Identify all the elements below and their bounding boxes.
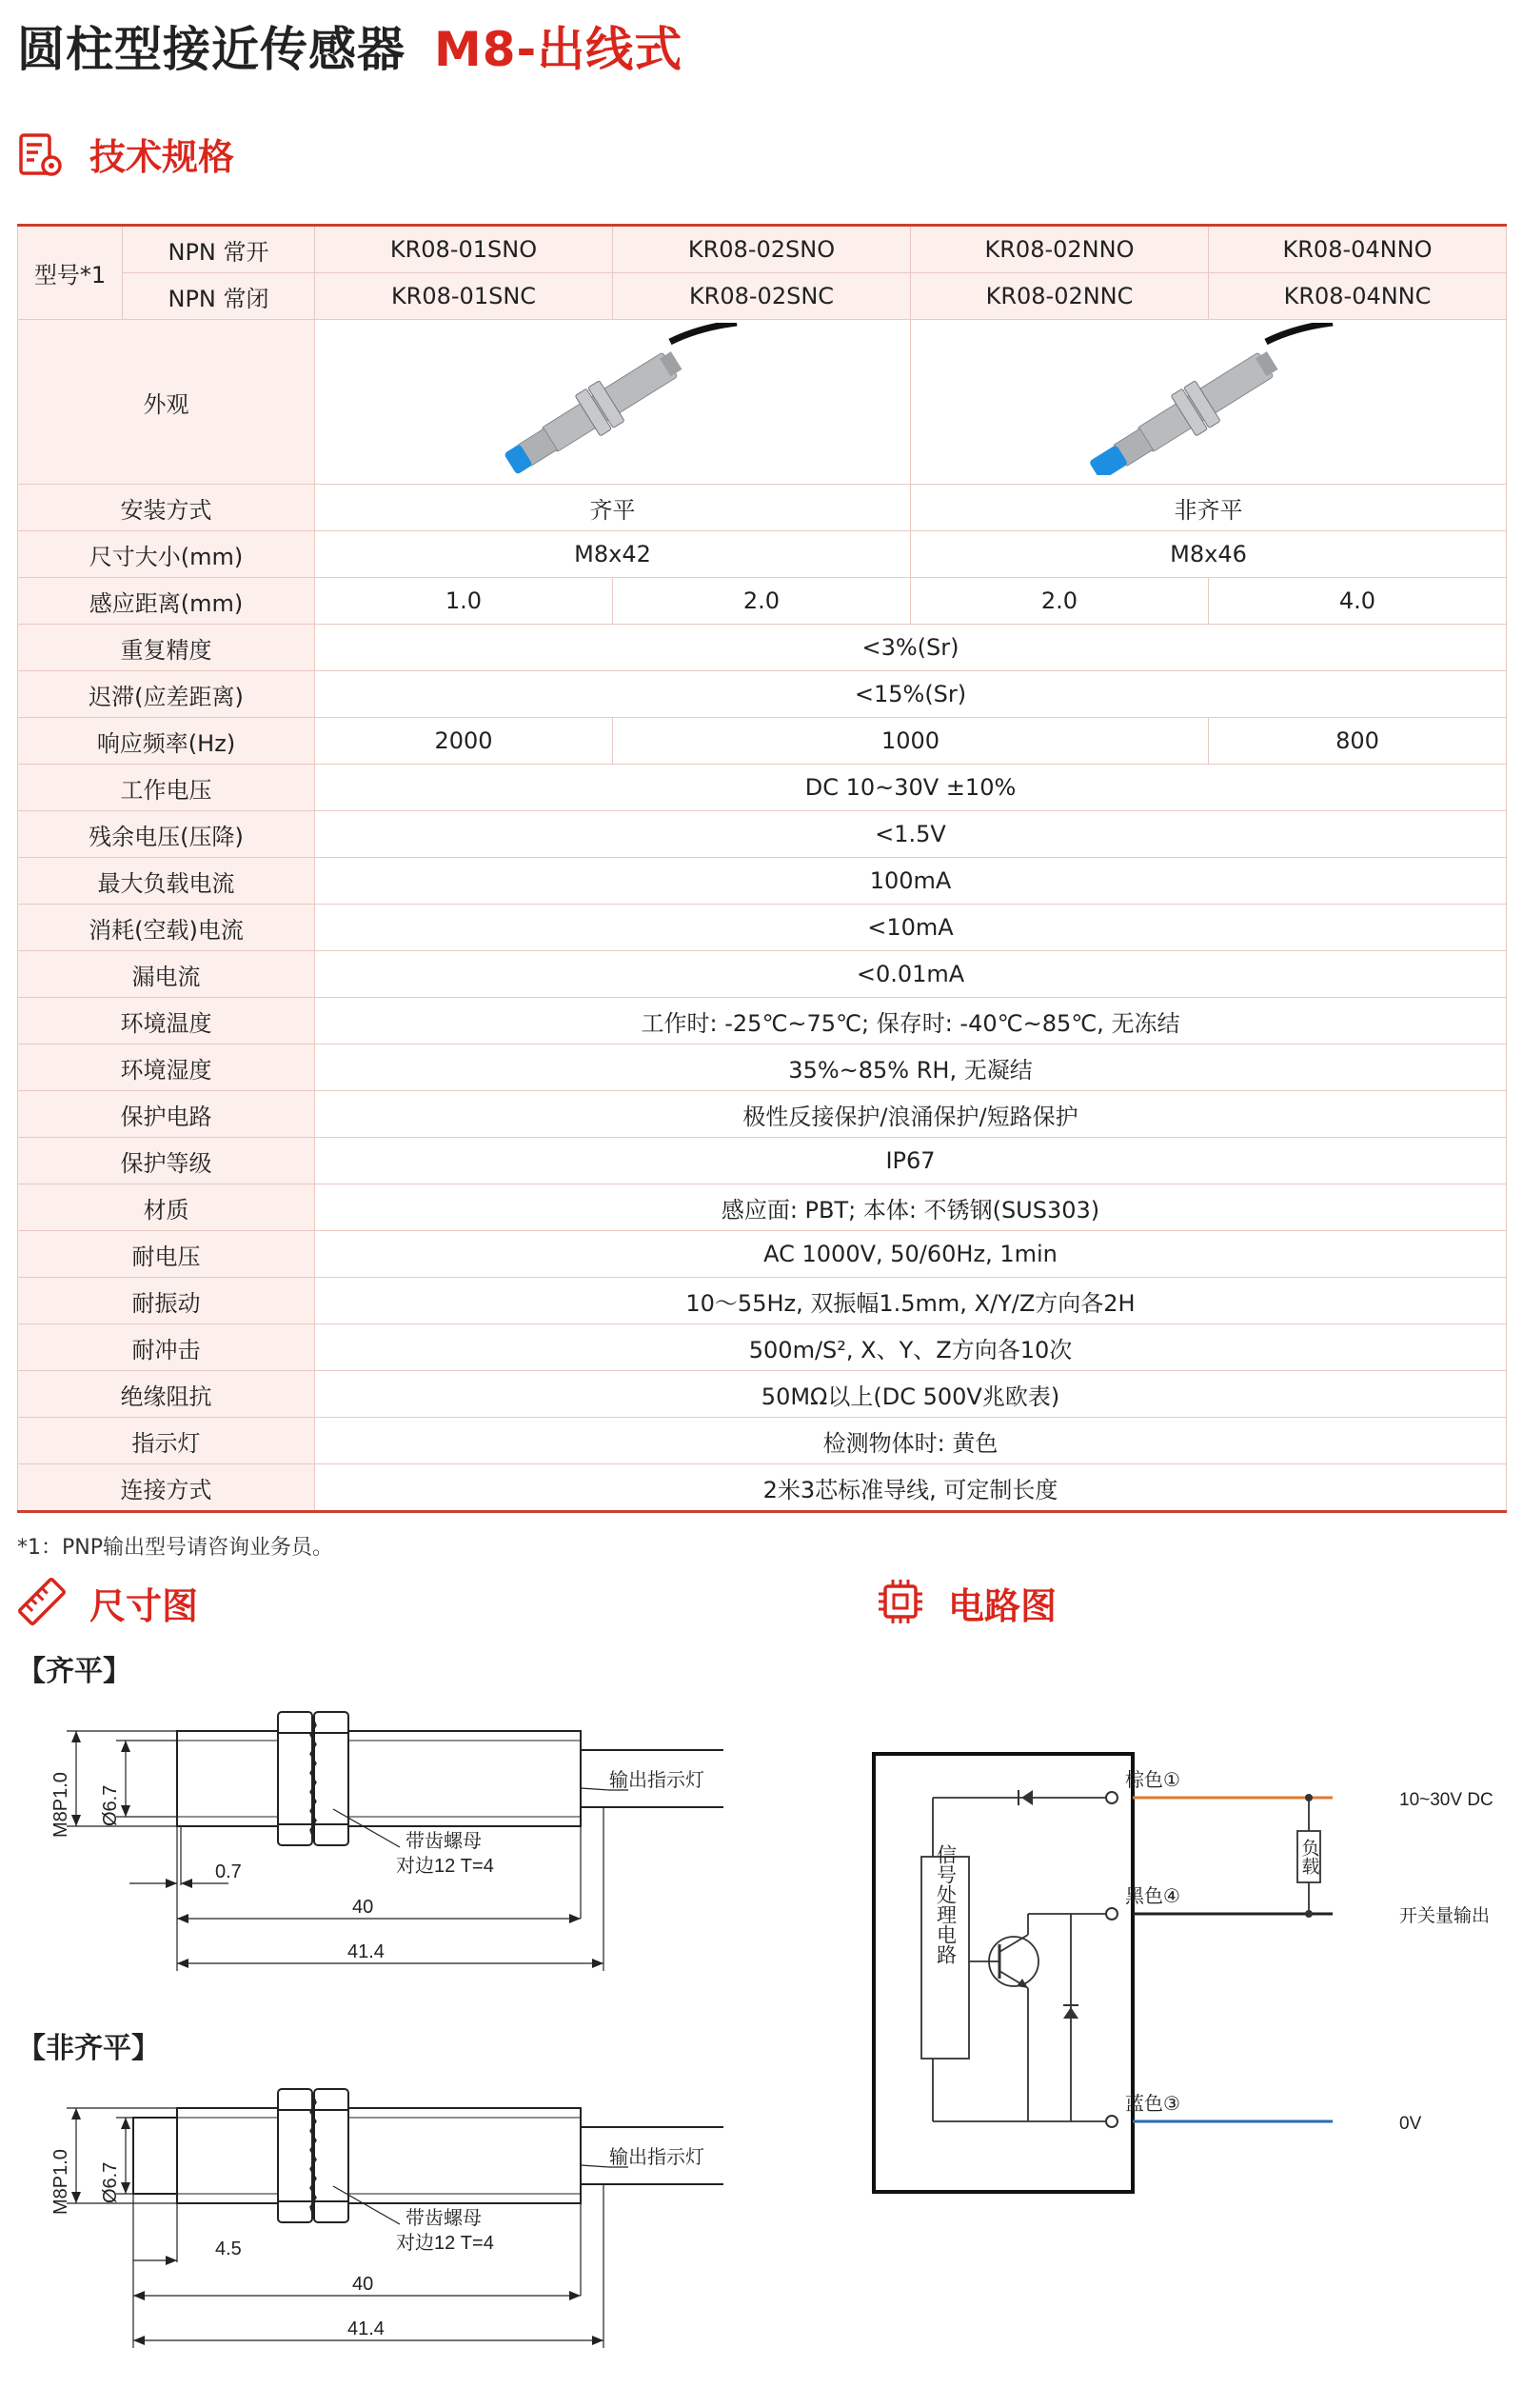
table-row — [18, 1091, 1507, 1138]
model-cell: KR08-02NNC — [911, 273, 1209, 320]
appearance-label: 外观 — [18, 320, 315, 485]
table-row — [18, 765, 1507, 811]
ruler-icon — [17, 1577, 67, 1626]
dim-thread: M8P1.0 — [50, 1772, 71, 1838]
load-label: 负载 — [1298, 1839, 1319, 1875]
spec-label: 感应距离(mm) — [18, 578, 315, 625]
signal-block-label: 信号处理电路 — [934, 1844, 957, 1964]
spec-label: 耐振动 — [18, 1278, 315, 1324]
spec-value: 500m/S², X、Y、Z方向各10次 — [315, 1324, 1507, 1371]
spec-label: 指示灯 — [18, 1418, 315, 1464]
chip-icon — [876, 1577, 925, 1626]
spec-label: 保护等级 — [18, 1138, 315, 1184]
dim-diameter: Ø6.7 — [100, 2161, 121, 2203]
table-row — [18, 998, 1507, 1045]
table-row — [18, 1464, 1507, 1512]
spec-label: 消耗(空载)电流 — [18, 905, 315, 951]
spec-label: 环境湿度 — [18, 1045, 315, 1091]
spec-value: M8x46 — [911, 531, 1507, 578]
dim-length-total: 41.4 — [347, 2318, 385, 2339]
table-row — [18, 1184, 1507, 1231]
table-row — [18, 485, 1507, 531]
table-row — [18, 578, 1507, 625]
spec-value: 35%~85% RH, 无凝结 — [315, 1045, 1507, 1091]
table-row — [18, 951, 1507, 998]
spec-label: 工作电压 — [18, 765, 315, 811]
table-row — [18, 1371, 1507, 1418]
table-row — [18, 671, 1507, 718]
spec-label: 迟滞(应差距离) — [18, 671, 315, 718]
spec-value: 2米3芯标准导线, 可定制长度 — [315, 1464, 1507, 1512]
spec-label: 环境温度 — [18, 998, 315, 1045]
model-cell: KR08-04NNC — [1209, 273, 1507, 320]
table-row — [18, 1278, 1507, 1324]
table-row — [18, 625, 1507, 671]
nut-label: 带齿螺母 — [405, 2208, 482, 2229]
spec-value: 感应面: PBT; 本体: 不锈钢(SUS303) — [315, 1184, 1507, 1231]
spec-label: 材质 — [18, 1184, 315, 1231]
spec-value: <10mA — [315, 905, 1507, 951]
dim-thread: M8P1.0 — [50, 2149, 71, 2215]
table-row — [18, 531, 1507, 578]
supply-label: 10~30V DC — [1399, 1790, 1493, 1810]
flush-label: 【齐平】 — [17, 1655, 131, 1688]
spec-label: 残余电压(压降) — [18, 811, 315, 858]
page-title — [17, 11, 682, 80]
table-row — [18, 905, 1507, 951]
spec-value: 10～55Hz, 双振幅1.5mm, X/Y/Z方向各2H — [315, 1278, 1507, 1324]
spec-label: 尺寸大小(mm) — [18, 531, 315, 578]
table-row — [18, 273, 1507, 320]
dim-length-total: 41.4 — [347, 1941, 385, 1962]
spec-label: 漏电流 — [18, 951, 315, 998]
table-row — [18, 811, 1507, 858]
dim-offset: 0.7 — [215, 1861, 242, 1882]
section-circuit-title: 电路图 — [948, 1585, 1058, 1627]
spec-value: AC 1000V, 50/60Hz, 1min — [315, 1231, 1507, 1278]
blue-label: 蓝色③ — [1125, 2094, 1180, 2115]
spec-label: 保护电路 — [18, 1091, 315, 1138]
table-row — [18, 1045, 1507, 1091]
spec-value: 检测物体时: 黄色 — [315, 1418, 1507, 1464]
product-image-nonflush — [911, 320, 1507, 485]
spec-value: 工作时: -25℃~75℃; 保存时: -40℃~85℃, 无冻结 — [315, 998, 1507, 1045]
spec-value: DC 10~30V ±10% — [315, 765, 1507, 811]
table-row — [18, 226, 1507, 273]
led-label: 输出指示灯 — [609, 1770, 704, 1791]
zero-label: 0V — [1399, 2114, 1422, 2134]
spec-value: 齐平 — [315, 485, 911, 531]
nut-size-label: 对边12 T=4 — [396, 1856, 494, 1877]
spec-value: 2000 — [315, 718, 613, 765]
circuit-diagram — [866, 1733, 1523, 2228]
spec-value: <0.01mA — [315, 951, 1507, 998]
spec-label: 安装方式 — [18, 485, 315, 531]
sensor-nonflush-image — [1066, 323, 1352, 475]
nut-label: 带齿螺母 — [405, 1831, 482, 1852]
spec-label: 耐电压 — [18, 1231, 315, 1278]
spec-value: M8x42 — [315, 531, 911, 578]
spec-table — [17, 224, 1507, 1513]
spec-icon — [17, 131, 67, 181]
table-row — [18, 320, 1507, 485]
spec-value: 2.0 — [911, 578, 1209, 625]
table-row — [18, 1231, 1507, 1278]
table-row — [18, 718, 1507, 765]
section-spec-title: 技术规格 — [89, 136, 235, 178]
sensor-flush-image — [470, 323, 756, 475]
spec-label: 连接方式 — [18, 1464, 315, 1512]
footnote: *1：PNP输出型号请咨询业务员。 — [17, 1536, 333, 1560]
section-dimension-title: 尺寸图 — [89, 1585, 199, 1627]
spec-label: 耐冲击 — [18, 1324, 315, 1371]
dimension-nonflush-drawing — [38, 2072, 723, 2348]
spec-label: 重复精度 — [18, 625, 315, 671]
spec-value: 1.0 — [315, 578, 613, 625]
npn-no-label: NPN 常开 — [123, 226, 315, 273]
dim-diameter: Ø6.7 — [100, 1784, 121, 1826]
spec-value: 非齐平 — [911, 485, 1507, 531]
title-main: 圆柱型接近传感器 — [17, 22, 405, 77]
model-cell: KR08-04NNO — [1209, 226, 1507, 273]
spec-value: 1000 — [613, 718, 1209, 765]
dimension-flush-drawing — [38, 1695, 723, 1971]
output-label: 开关量输出 — [1399, 1906, 1491, 1926]
spec-value: IP67 — [315, 1138, 1507, 1184]
nonflush-label: 【非齐平】 — [17, 2032, 160, 2065]
spec-value: 100mA — [315, 858, 1507, 905]
model-label: 型号*1 — [18, 226, 123, 320]
led-label: 输出指示灯 — [609, 2147, 704, 2168]
spec-label: 响应频率(Hz) — [18, 718, 315, 765]
spec-value: 4.0 — [1209, 578, 1507, 625]
table-row — [18, 858, 1507, 905]
brown-label: 棕色① — [1125, 1770, 1180, 1791]
spec-value: <15%(Sr) — [315, 671, 1507, 718]
spec-value: 极性反接保护/浪涌保护/短路保护 — [315, 1091, 1507, 1138]
model-cell: KR08-02SNO — [613, 226, 911, 273]
dim-offset: 4.5 — [215, 2239, 242, 2259]
model-cell: KR08-01SNO — [315, 226, 613, 273]
spec-value: 800 — [1209, 718, 1507, 765]
spec-label: 绝缘阻抗 — [18, 1371, 315, 1418]
spec-value: 2.0 — [613, 578, 911, 625]
npn-nc-label: NPN 常闭 — [123, 273, 315, 320]
spec-value: <3%(Sr) — [315, 625, 1507, 671]
model-cell: KR08-02NNO — [911, 226, 1209, 273]
model-cell: KR08-01SNC — [315, 273, 613, 320]
table-row — [18, 1418, 1507, 1464]
dim-length-body: 40 — [352, 2274, 374, 2295]
black-label: 黑色④ — [1125, 1886, 1180, 1907]
nut-size-label: 对边12 T=4 — [396, 2233, 494, 2254]
spec-value: <1.5V — [315, 811, 1507, 858]
dim-length-body: 40 — [352, 1897, 374, 1918]
table-row — [18, 1138, 1507, 1184]
model-cell: KR08-02SNC — [613, 273, 911, 320]
spec-label: 最大负载电流 — [18, 858, 315, 905]
title-sub: M8-出线式 — [434, 22, 683, 77]
spec-value: 50MΩ以上(DC 500V兆欧表) — [315, 1371, 1507, 1418]
table-row — [18, 1324, 1507, 1371]
product-image-flush — [315, 320, 911, 485]
